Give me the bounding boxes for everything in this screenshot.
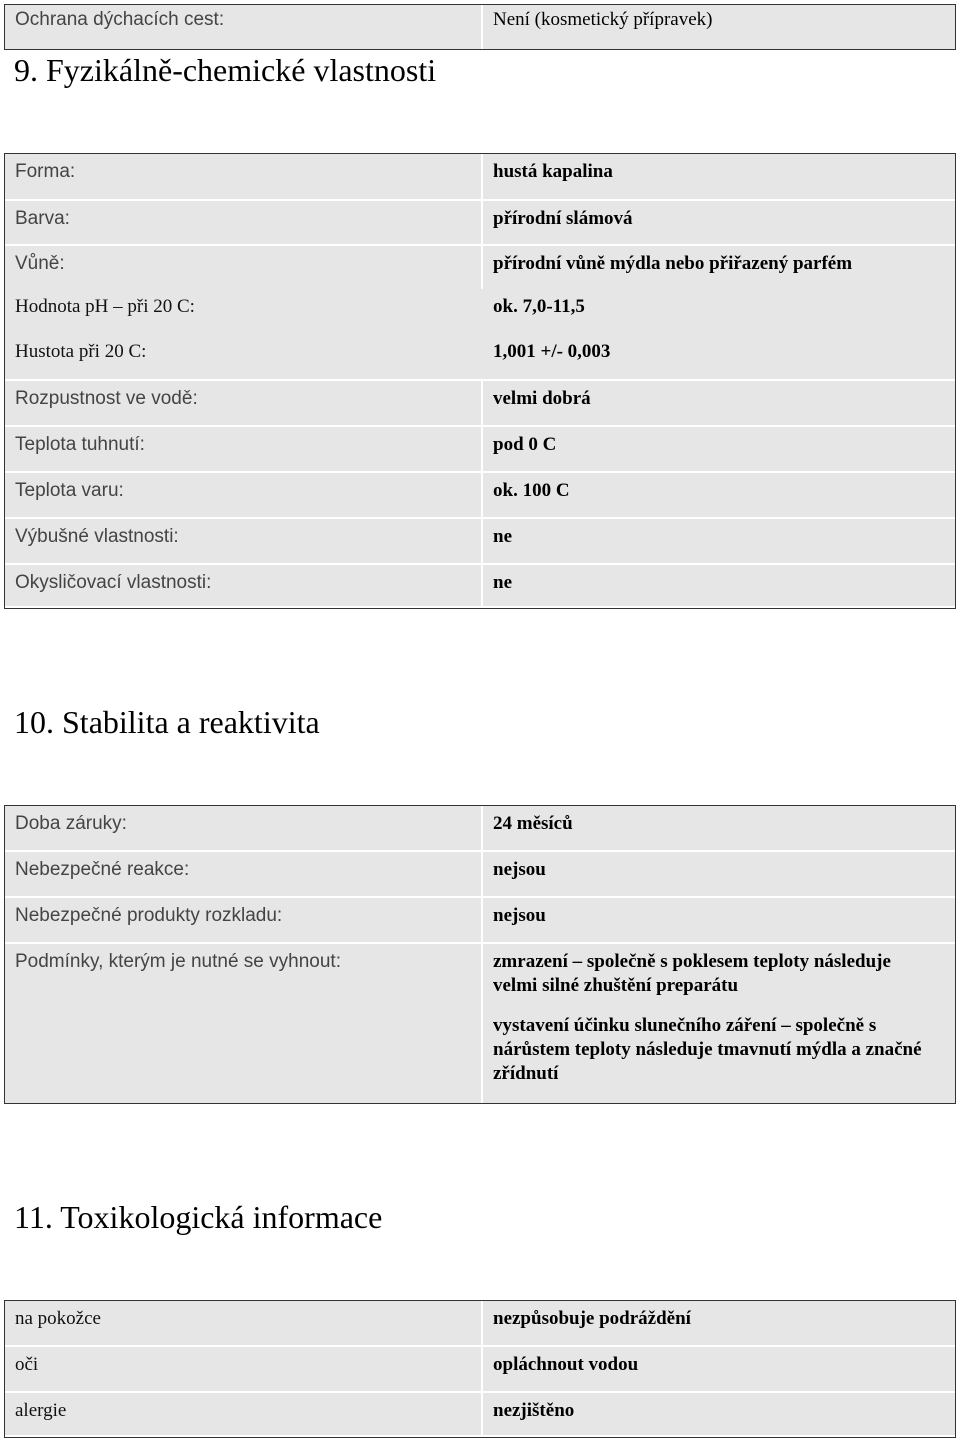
row-label: Hodnota pH – při 20 C: bbox=[5, 289, 481, 334]
row-label: Ochrana dýchacích cest: bbox=[5, 5, 481, 49]
row-label: Nebezpečné produkty rozkladu: bbox=[5, 898, 481, 942]
table-row bbox=[5, 942, 955, 1103]
row-value: nezpůsobuje podráždění bbox=[481, 1301, 955, 1345]
table-row bbox=[5, 379, 955, 425]
table-row bbox=[5, 199, 955, 244]
row-value: nejsou bbox=[481, 898, 955, 942]
row-value: ok. 100 C bbox=[481, 473, 955, 517]
row-label: Výbušné vlastnosti: bbox=[5, 519, 481, 563]
row-label: oči bbox=[5, 1347, 481, 1391]
table-row bbox=[5, 1391, 955, 1435]
condition-sunlight: vystavení účinku slunečního záření – společně s nárůstem teploty následuje tmavnutí mýdla a značné zřídnutí bbox=[493, 1015, 922, 1084]
physchem-table bbox=[4, 153, 956, 609]
row-value: nejsou bbox=[481, 852, 955, 896]
table-row bbox=[5, 563, 955, 606]
table-row bbox=[5, 471, 955, 517]
row-value: nezjištěno bbox=[481, 1393, 955, 1435]
row-value: ne bbox=[481, 519, 955, 563]
row-value: opláchnout vodou bbox=[481, 1347, 955, 1391]
row-value: pod 0 C bbox=[481, 427, 955, 471]
section-9-heading: 9. Fyzikálně-chemické vlastnosti bbox=[14, 52, 437, 88]
row-label: Teplota varu: bbox=[5, 473, 481, 517]
row-label: Vůně: bbox=[5, 246, 481, 289]
toxicology-table bbox=[4, 1300, 956, 1438]
row-label: Rozpustnost ve vodě: bbox=[5, 381, 481, 425]
row-value: Není (kosmetický přípravek) bbox=[481, 5, 955, 49]
table-row bbox=[5, 289, 955, 334]
row-label: Hustota při 20 C: bbox=[5, 334, 481, 379]
table-row bbox=[5, 154, 955, 199]
stability-table bbox=[4, 805, 956, 1104]
row-value: ne bbox=[481, 565, 955, 606]
table-row bbox=[5, 244, 955, 289]
row-value: ok. 7,0-11,5 bbox=[481, 289, 955, 334]
row-label: alergie bbox=[5, 1393, 481, 1435]
table-row bbox=[5, 334, 955, 379]
row-value: přírodní slámová bbox=[481, 201, 955, 244]
row-value: 1,001 +/- 0,003 bbox=[481, 334, 955, 379]
row-value bbox=[481, 944, 955, 1103]
condition-freezing: zmrazení – společně s poklesem teploty následuje velmi silné zhuštění preparátu bbox=[493, 951, 891, 996]
row-label: Nebezpečné reakce: bbox=[5, 852, 481, 896]
row-label: Podmínky, kterým je nutné se vyhnout: bbox=[5, 944, 481, 1103]
row-label: na pokožce bbox=[5, 1301, 481, 1345]
row-value: 24 měsíců bbox=[481, 806, 955, 850]
row-label: Teplota tuhnutí: bbox=[5, 427, 481, 471]
section-11-heading: 11. Toxikologická informace bbox=[14, 1199, 383, 1235]
table-row bbox=[5, 896, 955, 942]
table-row bbox=[5, 517, 955, 563]
protection-table bbox=[4, 4, 956, 50]
table-row bbox=[5, 850, 955, 896]
row-value: přírodní vůně mýdla nebo přiřazený parfém bbox=[481, 246, 955, 289]
row-value: hustá kapalina bbox=[481, 154, 955, 199]
row-label: Barva: bbox=[5, 201, 481, 244]
table-row bbox=[5, 425, 955, 471]
table-row bbox=[5, 806, 955, 850]
table-row bbox=[5, 1301, 955, 1345]
row-value: velmi dobrá bbox=[481, 381, 955, 425]
row-label: Doba záruky: bbox=[5, 806, 481, 850]
table-row bbox=[5, 5, 955, 49]
row-label: Okysličovací vlastnosti: bbox=[5, 565, 481, 606]
section-10-heading: 10. Stabilita a reaktivita bbox=[14, 704, 320, 740]
row-label: Forma: bbox=[5, 154, 481, 199]
table-row bbox=[5, 1345, 955, 1391]
